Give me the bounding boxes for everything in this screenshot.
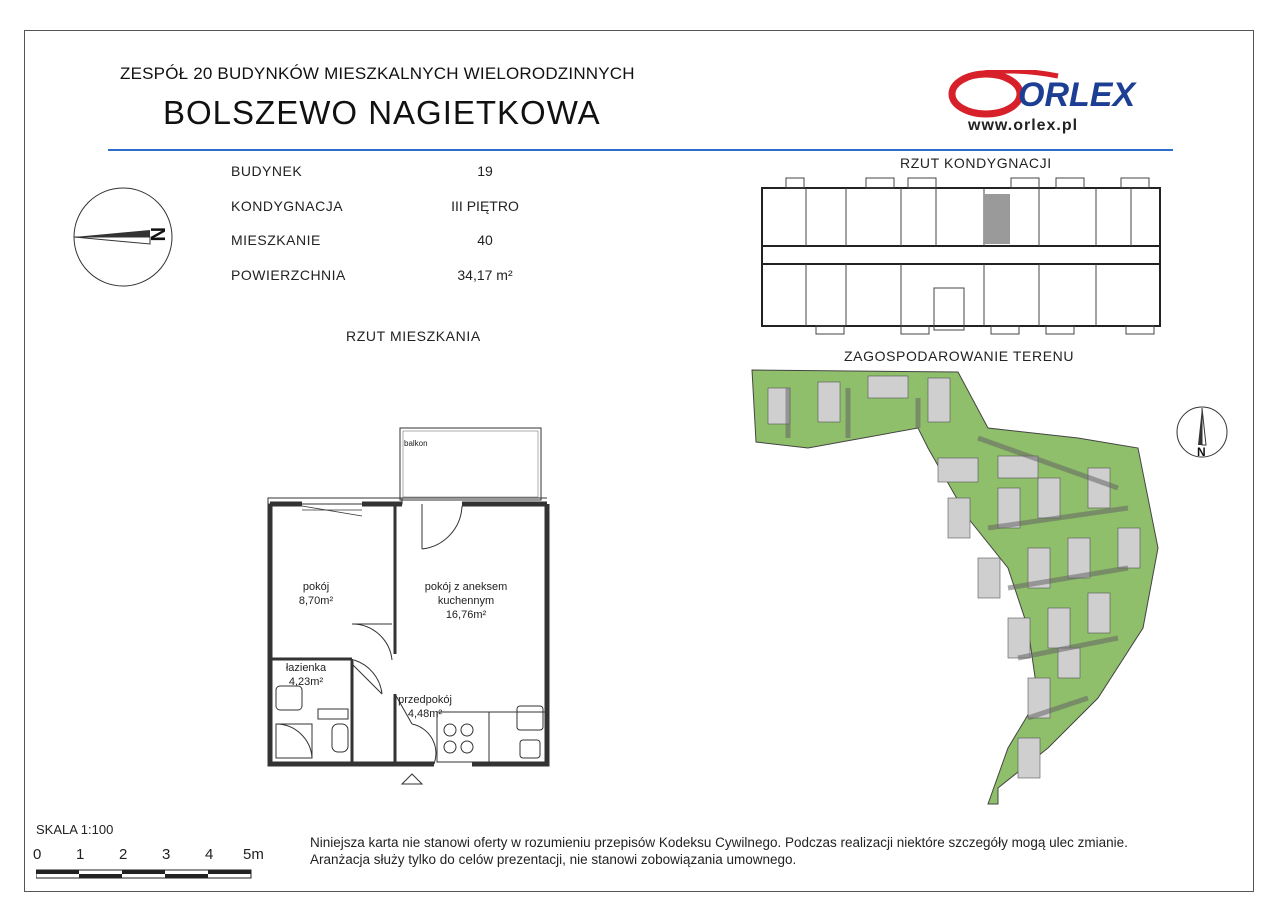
floor-plan-label: RZUT KONDYGNACJI [900,155,1052,171]
site-plan-label: ZAGOSPODAROWANIE TERENU [844,348,1075,364]
info-value-apartment: 40 [477,232,493,248]
site-compass-icon [1175,405,1229,464]
balcony-label: balkon [404,439,428,448]
scale-tick-4: 4 [205,846,214,863]
room-name-label: pokój [302,581,330,593]
logo-url: www.orlex.pl [968,117,1079,134]
logo-text: ORLEX [1018,76,1136,114]
disclaimer-line-1: Niniejsza karta nie stanowi oferty w rozumieniu przepisów Kodeksu Cywilnego. Podczas realizacji niektóre szczegóły mogą ulec zmianie. [310,835,1128,850]
living-area-label: 16,76m² [445,609,487,621]
info-label-apartment: MIESZKANIE [231,232,321,248]
scale-bar [36,868,256,887]
bath-area-label: 4,23m² [288,676,324,688]
apartment-plan-label: RZUT MIESZKANIA [346,328,481,344]
header-divider [108,149,1173,151]
info-label-floor: KONDYGNACJA [231,198,344,214]
scale-label: SKALA 1:100 [36,822,114,837]
room-area-label: 8,70m² [298,595,334,607]
info-value-area: 34,17 m² [457,267,513,283]
scale-tick-5: 5m [243,846,264,863]
project-subtitle: ZESPÓŁ 20 BUDYNKÓW MIESZKALNYCH WIELORODZINNYCH [120,64,635,83]
info-label-building: BUDYNEK [231,163,303,179]
highlighted-unit [984,194,1010,244]
site-compass-north-label: N [1197,445,1206,459]
bath-name-label: łazienka [285,662,327,674]
info-label-area: POWIERZCHNIA [231,267,346,283]
floor-plan-drawing [756,176,1166,341]
info-value-floor: III PIĘTRO [451,198,519,214]
hall-area-label: 4,48m² [407,708,443,720]
living-name-label: pokój z aneksem [424,581,508,593]
scale-tick-3: 3 [162,846,171,863]
living-name-label-2: kuchennym [437,595,495,607]
info-value-building: 19 [477,163,493,179]
site-plan-drawing [748,368,1168,813]
disclaimer-line-2: Aranżacja służy tylko do celów prezentacji, nie stanowi zobowiązania umownego. [310,852,797,867]
scale-tick-0: 0 [33,846,42,863]
project-title: BOLSZEWO NAGIETKOWA [163,94,601,131]
compass-icon [70,186,176,293]
scale-tick-2: 2 [119,846,128,863]
compass-north-label: N [146,227,168,242]
scale-tick-1: 1 [76,846,85,863]
hall-name-label: przedpokój [398,694,452,706]
